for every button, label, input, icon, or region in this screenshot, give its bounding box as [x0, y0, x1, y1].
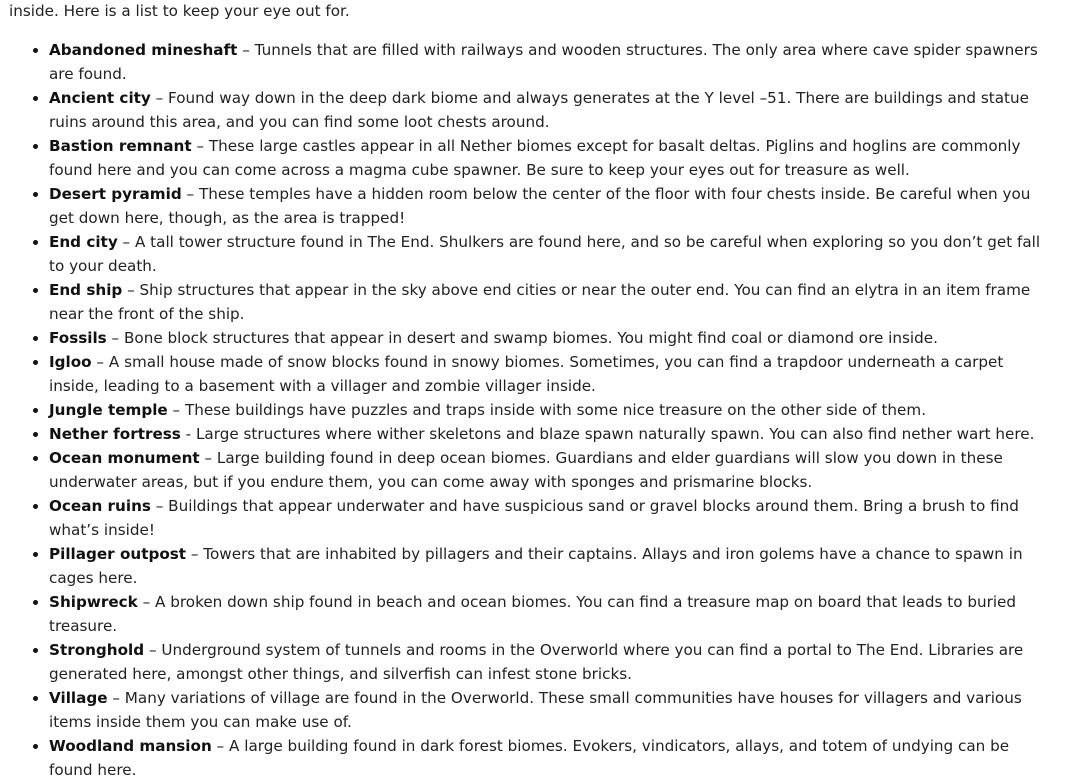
structure-description: – Ship structures that appear in the sky above end cities or near the outer end. You can find an elytra in an item frame near the front of the ship. [49, 281, 1031, 323]
structure-name: Abandoned mineshaft [49, 41, 238, 59]
structure-name: Village [49, 689, 108, 707]
list-item [49, 326, 1043, 350]
structure-name: Ocean monument [49, 449, 200, 467]
structure-description: – Buildings that appear underwater and have suspicious sand or gravel blocks around them. Bring a brush to find what’s inside! [49, 497, 1019, 539]
list-item [49, 734, 1043, 782]
list-item [49, 182, 1043, 230]
structure-description: – A large building found in dark forest biomes. Evokers, vindicators, allays, and totem of undying can be found here. [49, 737, 1010, 779]
structure-name: Woodland mansion [49, 737, 212, 755]
structure-description: – Large building found in deep ocean biomes. Guardians and elder guardians will slow you down in these underwater areas, but if you endure them, you can come away with sponges and prismarine blocks. [49, 449, 1003, 491]
structure-name: Ocean ruins [49, 497, 151, 515]
structure-name: Igloo [49, 353, 92, 371]
structure-name: Desert pyramid [49, 185, 182, 203]
structure-description: – Many variations of village are found in the Overworld. These small communities have houses for villagers and various items inside them you can make use of. [49, 689, 1022, 731]
list-item [49, 494, 1043, 542]
structure-name: Fossils [49, 329, 107, 347]
structure-name: End city [49, 233, 118, 251]
list-item [49, 350, 1043, 398]
structure-description: - Large structures where wither skeletons and blaze spawn naturally spawn. You can also find nether wart here. [180, 425, 1035, 443]
list-item [49, 230, 1043, 278]
structure-name: Jungle temple [49, 401, 168, 419]
list-item [49, 590, 1043, 638]
structure-name: Stronghold [49, 641, 145, 659]
list-item [49, 278, 1043, 326]
structure-name: Ancient city [49, 89, 151, 107]
list-item [49, 398, 1043, 422]
structure-name: Bastion remnant [49, 137, 192, 155]
structure-description: – These large castles appear in all Nether biomes except for basalt deltas. Piglins and hoglins are commonly found here and you can come across a magma cube spawner. Be sure to keep your eyes out for treasure as well. [49, 137, 1021, 179]
structure-list [0, 38, 1043, 782]
structure-description: – Tunnels that are filled with railways and wooden structures. The only area where cave spider spawners are found. [49, 41, 1038, 83]
structure-description: – These temples have a hidden room below the center of the floor with four chests inside. Be careful when you get down here, though, as the area is trapped! [49, 185, 1031, 227]
structure-description: – A tall tower structure found in The End. Shulkers are found here, and so be careful when exploring so you don’t get fall to your death. [49, 233, 1041, 275]
list-item [49, 422, 1043, 446]
structure-name: Shipwreck [49, 593, 138, 611]
structure-name: End ship [49, 281, 123, 299]
structure-description: – A small house made of snow blocks found in snowy biomes. Sometimes, you can find a trapdoor underneath a carpet inside, leading to a basement with a villager and zombie villager inside. [49, 353, 1004, 395]
structure-description: – A broken down ship found in beach and ocean biomes. You can find a treasure map on board that leads to buried treasure. [49, 593, 1017, 635]
intro-text: inside. Here is a list to keep your eye out for. [9, 2, 350, 20]
list-item [49, 542, 1043, 590]
list-item [49, 638, 1043, 686]
structure-name: Nether fortress [49, 425, 181, 443]
structure-description: – Bone block structures that appear in desert and swamp biomes. You might find coal or diamond ore inside. [106, 329, 938, 347]
list-item [49, 38, 1043, 86]
list-item [49, 86, 1043, 134]
list-item [49, 686, 1043, 734]
list-item [49, 446, 1043, 494]
structure-description: – Towers that are inhabited by pillagers and their captains. Allays and iron golems have a chance to spawn in cages here. [49, 545, 1023, 587]
structure-name: Pillager outpost [49, 545, 187, 563]
structure-description: – Found way down in the deep dark biome and always generates at the Y level –51. There are buildings and statue ruins around this area, and you can find some loot chests around. [49, 89, 1029, 131]
structure-description: – These buildings have puzzles and traps inside with some nice treasure on the other side of them. [167, 401, 927, 419]
list-item [49, 134, 1043, 182]
structure-description: – Underground system of tunnels and rooms in the Overworld where you can find a portal to The End. Libraries are generated here, amongst other things, and silverfish can infest stone bricks. [49, 641, 1024, 683]
